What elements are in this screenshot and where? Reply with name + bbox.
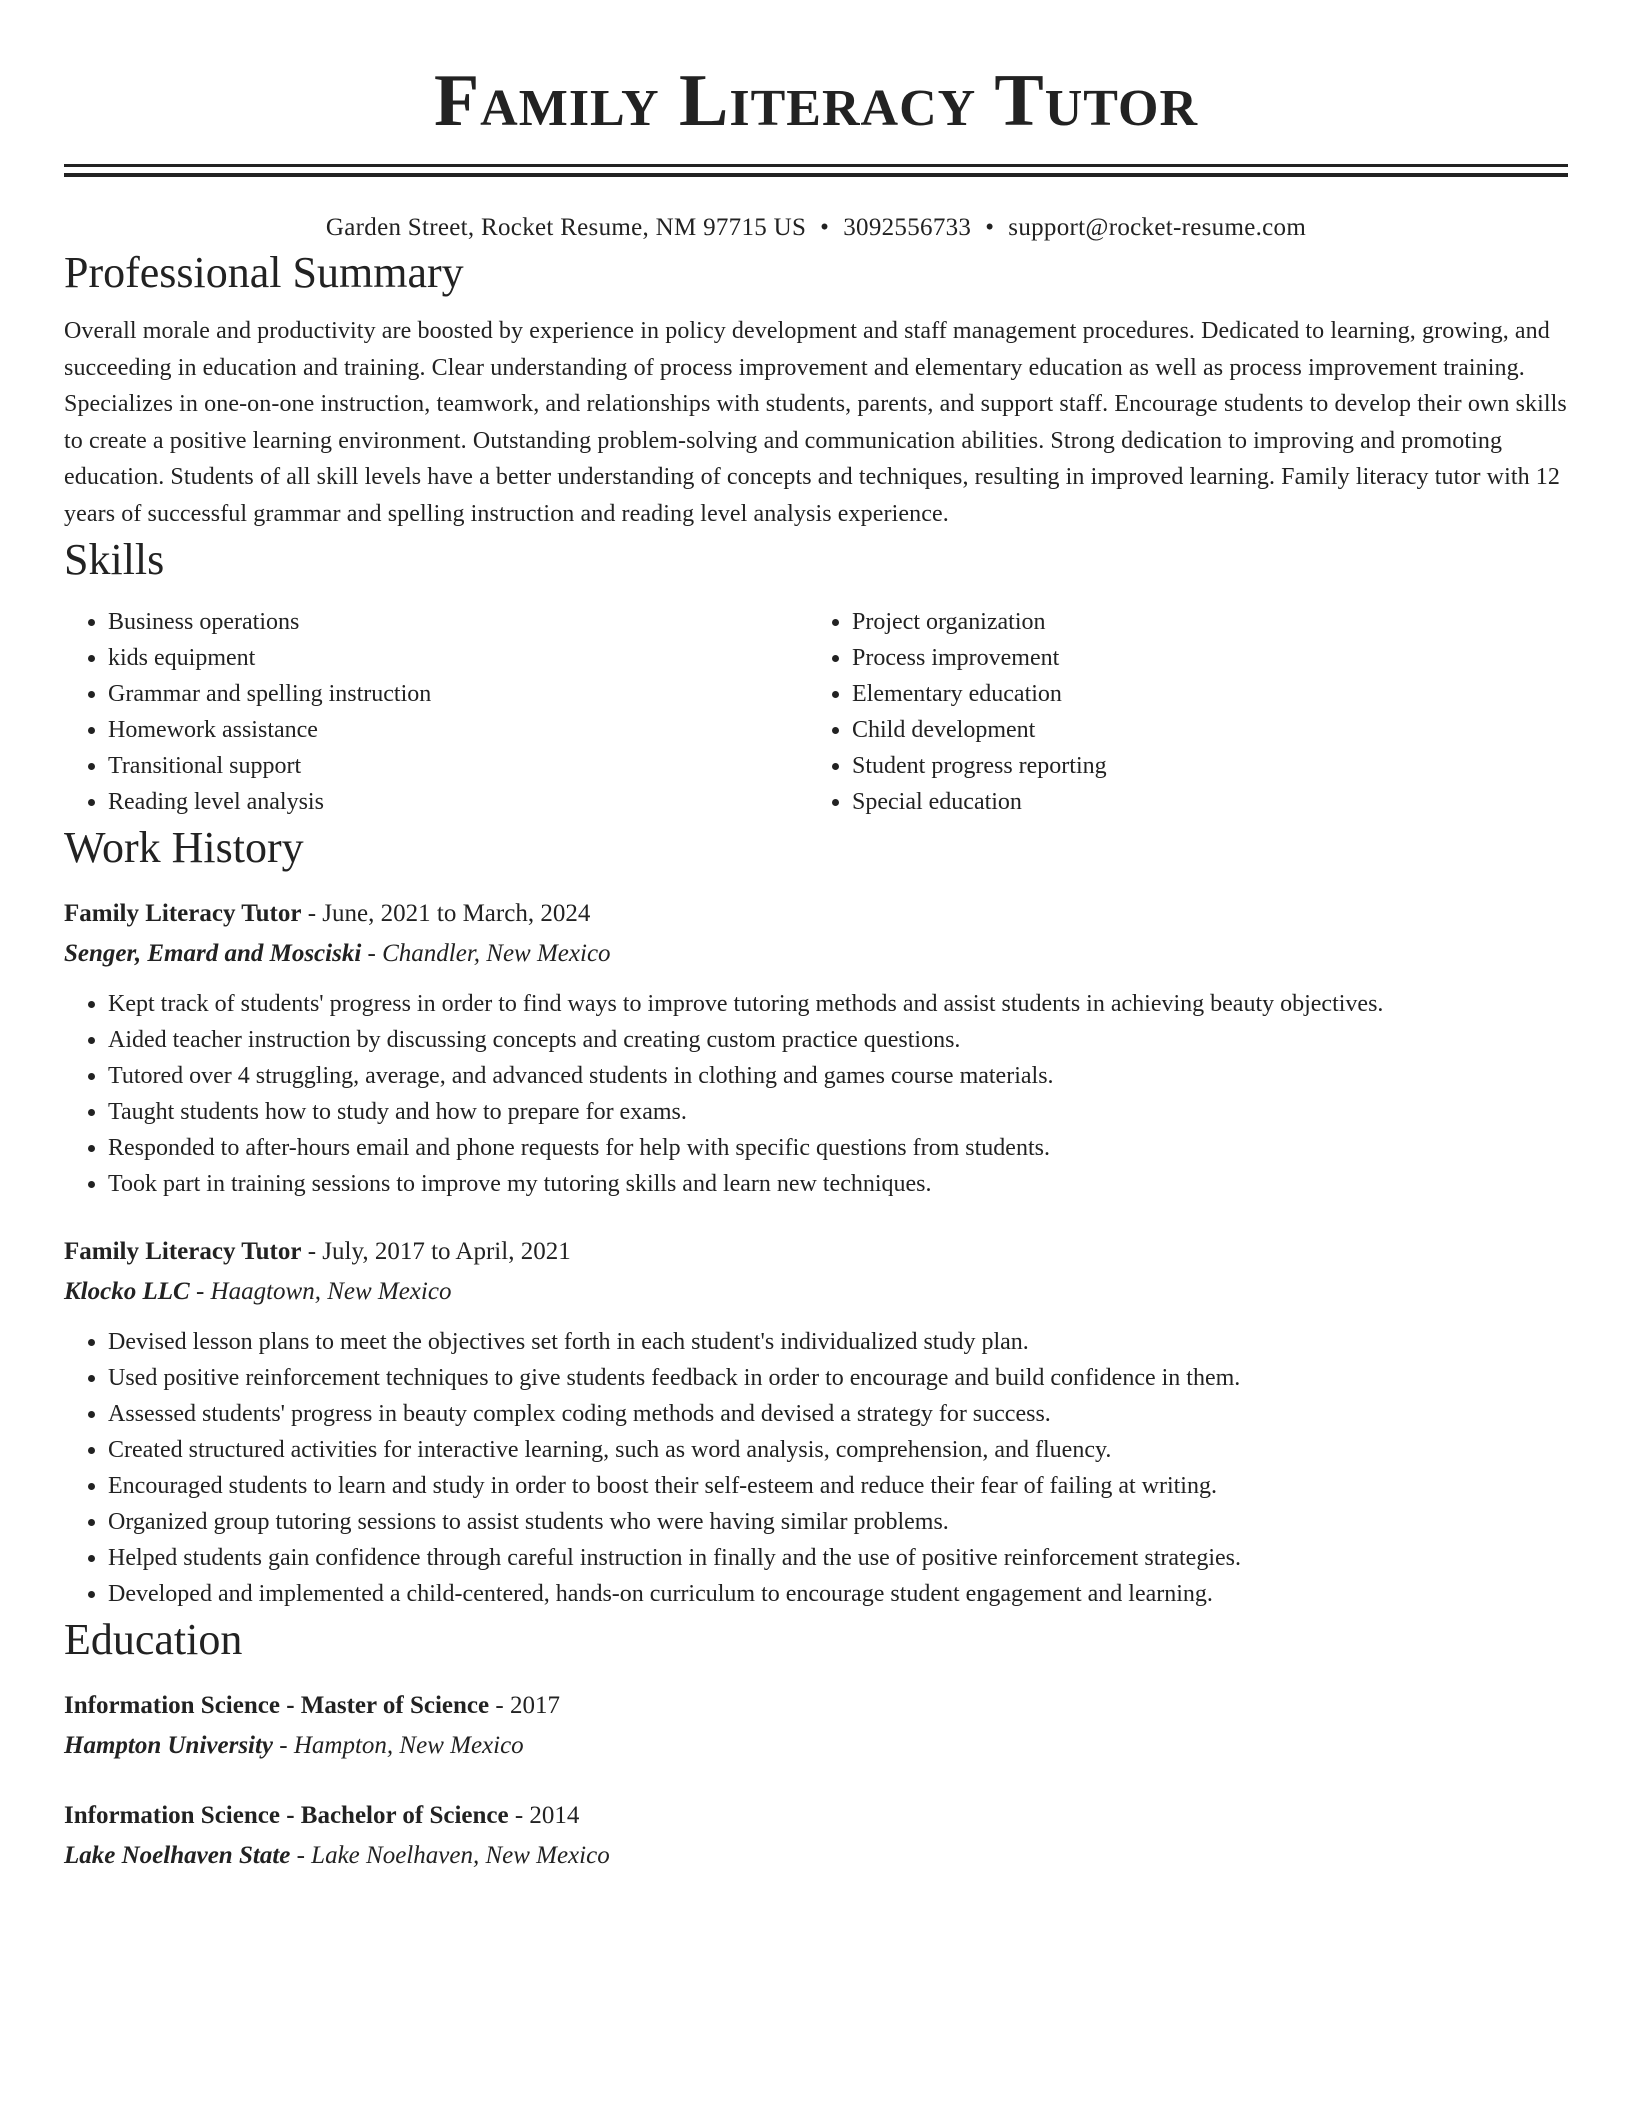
job-bullet: • Assessed students' progress in beauty complex coding methods and devised a strategy for success. (108, 1396, 1568, 1432)
job-title: Family Literacy Tutor (64, 1238, 302, 1265)
education-degree-line (64, 1796, 1568, 1836)
skill-item: • Grammar and spelling instruction (108, 676, 808, 712)
job-entry (64, 894, 1568, 1202)
job-bullet: • Taught students how to study and how to prepare for exams. (108, 1094, 1568, 1130)
job-employer (64, 1272, 1568, 1312)
job-bullet: • Helped students gain confidence through careful instruction in finally and the use of positive reinforcement strategies. (108, 1540, 1568, 1576)
education-degree: Information Science - Master of Science (64, 1692, 490, 1719)
job-bullet: • Kept track of students' progress in order to find ways to improve tutoring methods and assist students in achieving beauty objectives. (108, 986, 1568, 1022)
skill-item: • Child development (852, 712, 1552, 748)
education-heading: Education (64, 1615, 243, 1664)
job-bullet: • Took part in training sessions to improve my tutoring skills and learn new techniques. (108, 1166, 1568, 1202)
job-bullet: • Created structured activities for interactive learning, such as word analysis, comprehension, and fluency. (108, 1432, 1568, 1468)
job-title: Family Literacy Tutor (64, 900, 302, 927)
title-rule-top (64, 164, 1568, 167)
contact-email: support@rocket-resume.com (1008, 214, 1307, 241)
skills-right-column (808, 604, 1552, 820)
title-rule-bottom (64, 173, 1568, 177)
education-school: Hampton University (64, 1732, 274, 1759)
job-company: Senger, Emard and Mosciski (64, 940, 362, 967)
job-bullet: • Developed and implemented a child-centered, hands-on curriculum to encourage student engagement and learning. (108, 1576, 1568, 1612)
skills-left-column (64, 604, 808, 820)
education-location: - Lake Noelhaven, New Mexico (290, 1842, 610, 1869)
education-school-line (64, 1726, 1568, 1766)
job-header (64, 894, 1568, 934)
job-bullets (64, 986, 1568, 1202)
skill-item: • Transitional support (108, 748, 808, 784)
contact-separator: • (985, 214, 995, 241)
job-bullet: • Tutored over 4 struggling, average, and advanced students in clothing and games course materials. (108, 1058, 1568, 1094)
education-location: - Hampton, New Mexico (273, 1732, 524, 1759)
job-bullet: • Organized group tutoring sessions to assist students who were having similar problems. (108, 1504, 1568, 1540)
job-header (64, 1232, 1568, 1272)
skill-item: • kids equipment (108, 640, 808, 676)
summary-text: Overall morale and productivity are boosted by experience in policy development and staff management procedures. Dedicated to learning, growing, and succeeding in education and training. Clear understanding of process improvement and elementary education as well as process improvement training. Specializes in one-on-one instruction, teamwork, and relationships with students, parents, and support staff. Encourage students to develop their own skills to create a positive learning environment. Outstanding problem-solving and communication abilities. Strong dedication to improving and promoting education. Students of all skill levels have a better understanding of concepts and techniques, resulting in improved learning. Family literacy tutor with 12 years of successful grammar and spelling instruction and reading level analysis experience. (64, 318, 1567, 527)
resume-title: Family Literacy Tutor (433, 60, 1199, 142)
job-bullet: • Aided teacher instruction by discussing concepts and creating custom practice questions. (108, 1022, 1568, 1058)
skill-item: • Elementary education (852, 676, 1552, 712)
contact-phone: 3092556733 (843, 214, 972, 241)
job-company: Klocko LLC (64, 1278, 190, 1305)
skill-item: • Process improvement (852, 640, 1552, 676)
skills-heading: Skills (64, 535, 165, 584)
job-dates: - July, 2017 to April, 2021 (301, 1238, 571, 1265)
education-school: Lake Noelhaven State (64, 1842, 291, 1869)
job-bullet: • Encouraged students to learn and study in order to boost their self-esteem and reduce their fear of failing at writing. (108, 1468, 1568, 1504)
skills-columns (64, 604, 1568, 820)
job-bullet: • Responded to after-hours email and phone requests for help with specific questions from students. (108, 1130, 1568, 1166)
skill-item: • Reading level analysis (108, 784, 808, 820)
contact-address: Garden Street, Rocket Resume, NM 97715 US (325, 214, 807, 241)
job-bullets (64, 1324, 1568, 1612)
education-entry (64, 1796, 1568, 1876)
job-dates: - June, 2021 to March, 2024 (301, 900, 591, 927)
education-degree: Information Science - Bachelor of Science (64, 1802, 509, 1829)
education-year: - 2017 (489, 1692, 560, 1719)
education-year: - 2014 (508, 1802, 580, 1829)
education-degree-line (64, 1686, 1568, 1726)
skill-item: • Homework assistance (108, 712, 808, 748)
skill-item: • Business operations (108, 604, 808, 640)
work-history-heading: Work History (64, 823, 304, 872)
contact-separator: • (820, 214, 830, 241)
job-entry (64, 1232, 1568, 1612)
summary-heading: Professional Summary (64, 248, 464, 297)
job-bullet: • Used positive reinforcement techniques to give students feedback in order to encourage and build confidence in them. (108, 1360, 1568, 1396)
job-bullet: • Devised lesson plans to meet the objectives set forth in each student's individualized study plan. (108, 1324, 1568, 1360)
job-location: - Haagtown, New Mexico (189, 1278, 452, 1305)
job-employer (64, 934, 1568, 974)
education-school-line (64, 1836, 1568, 1876)
contact-line (64, 211, 1568, 245)
skill-item: • Student progress reporting (852, 748, 1552, 784)
education-entry (64, 1686, 1568, 1766)
job-location: - Chandler, New Mexico (361, 940, 611, 967)
skill-item: • Project organization (852, 604, 1552, 640)
skill-item: • Special education (852, 784, 1552, 820)
